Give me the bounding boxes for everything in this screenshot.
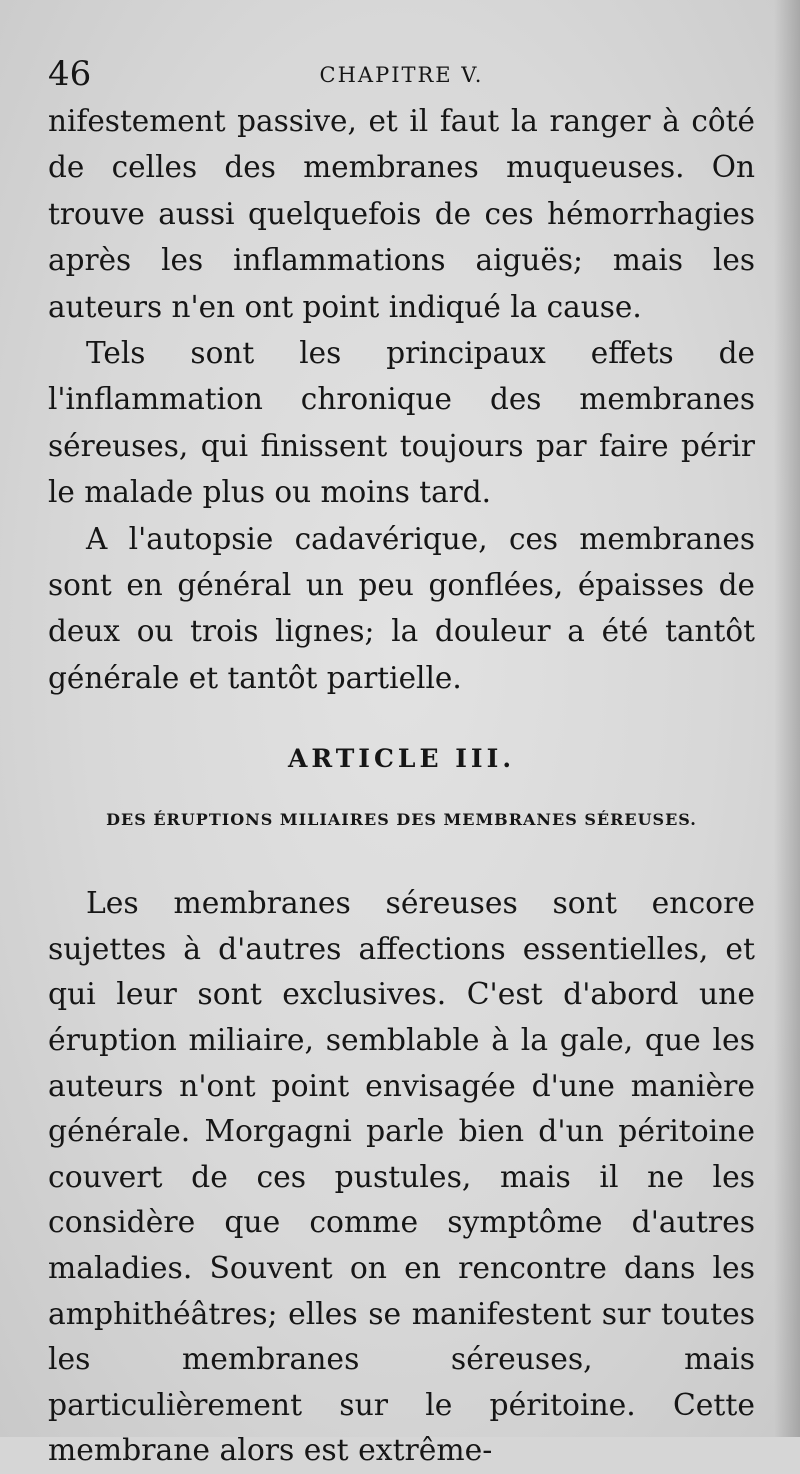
page-number: 46 bbox=[48, 54, 92, 94]
page-edge-shadow bbox=[774, 0, 800, 1437]
paragraph: A l'autopsie cadavérique, ces membranes sont en général un peu gonflées, épaisses de deux ou trois lignes; la douleur a été tantôt générale et tantôt partielle. bbox=[48, 521, 755, 695]
article-subheading: DES ÉRUPTIONS MILIAIRES DES MEMBRANES SÉREUSES. bbox=[106, 810, 697, 830]
paragraph: Tels sont les principaux effets de l'inflammation chronique des membranes séreuses, qui finissent toujours par faire périr le malade plus ou moins tard. bbox=[48, 336, 755, 510]
body-text bbox=[48, 98, 755, 701]
paragraph: Les membranes séreuses sont encore sujettes à d'autres affections essentielles, et qui leur sont exclusives. C'est d'abord une éruption miliaire, semblable à la gale, que les auteurs n'ont point envisagée d'une manière générale. Morgagni parle bien d'un péritoine couvert de ces pustules, mais il ne les considère que comme symptôme d'autres maladies. Souvent on en rencontre dans les amphithéâtres; elles se manifestent sur toutes les membranes séreuses, mais particulièrement sur le péritoine. Cette membrane alors est extrême- bbox=[48, 886, 755, 1469]
running-head: CHAPITRE V. bbox=[319, 63, 484, 87]
article-heading: ARTICLE III. bbox=[287, 744, 516, 774]
article-body bbox=[48, 881, 755, 1474]
page-header bbox=[48, 50, 755, 98]
paragraph-continued: nifestement passive, et il faut la ranger à côté de celles des membranes muqueuses. On trouve aussi quelquefois de ces hémorrhagies après les inflammations aiguës; mais les auteurs n'en ont point indiqué la cause. bbox=[48, 104, 755, 324]
